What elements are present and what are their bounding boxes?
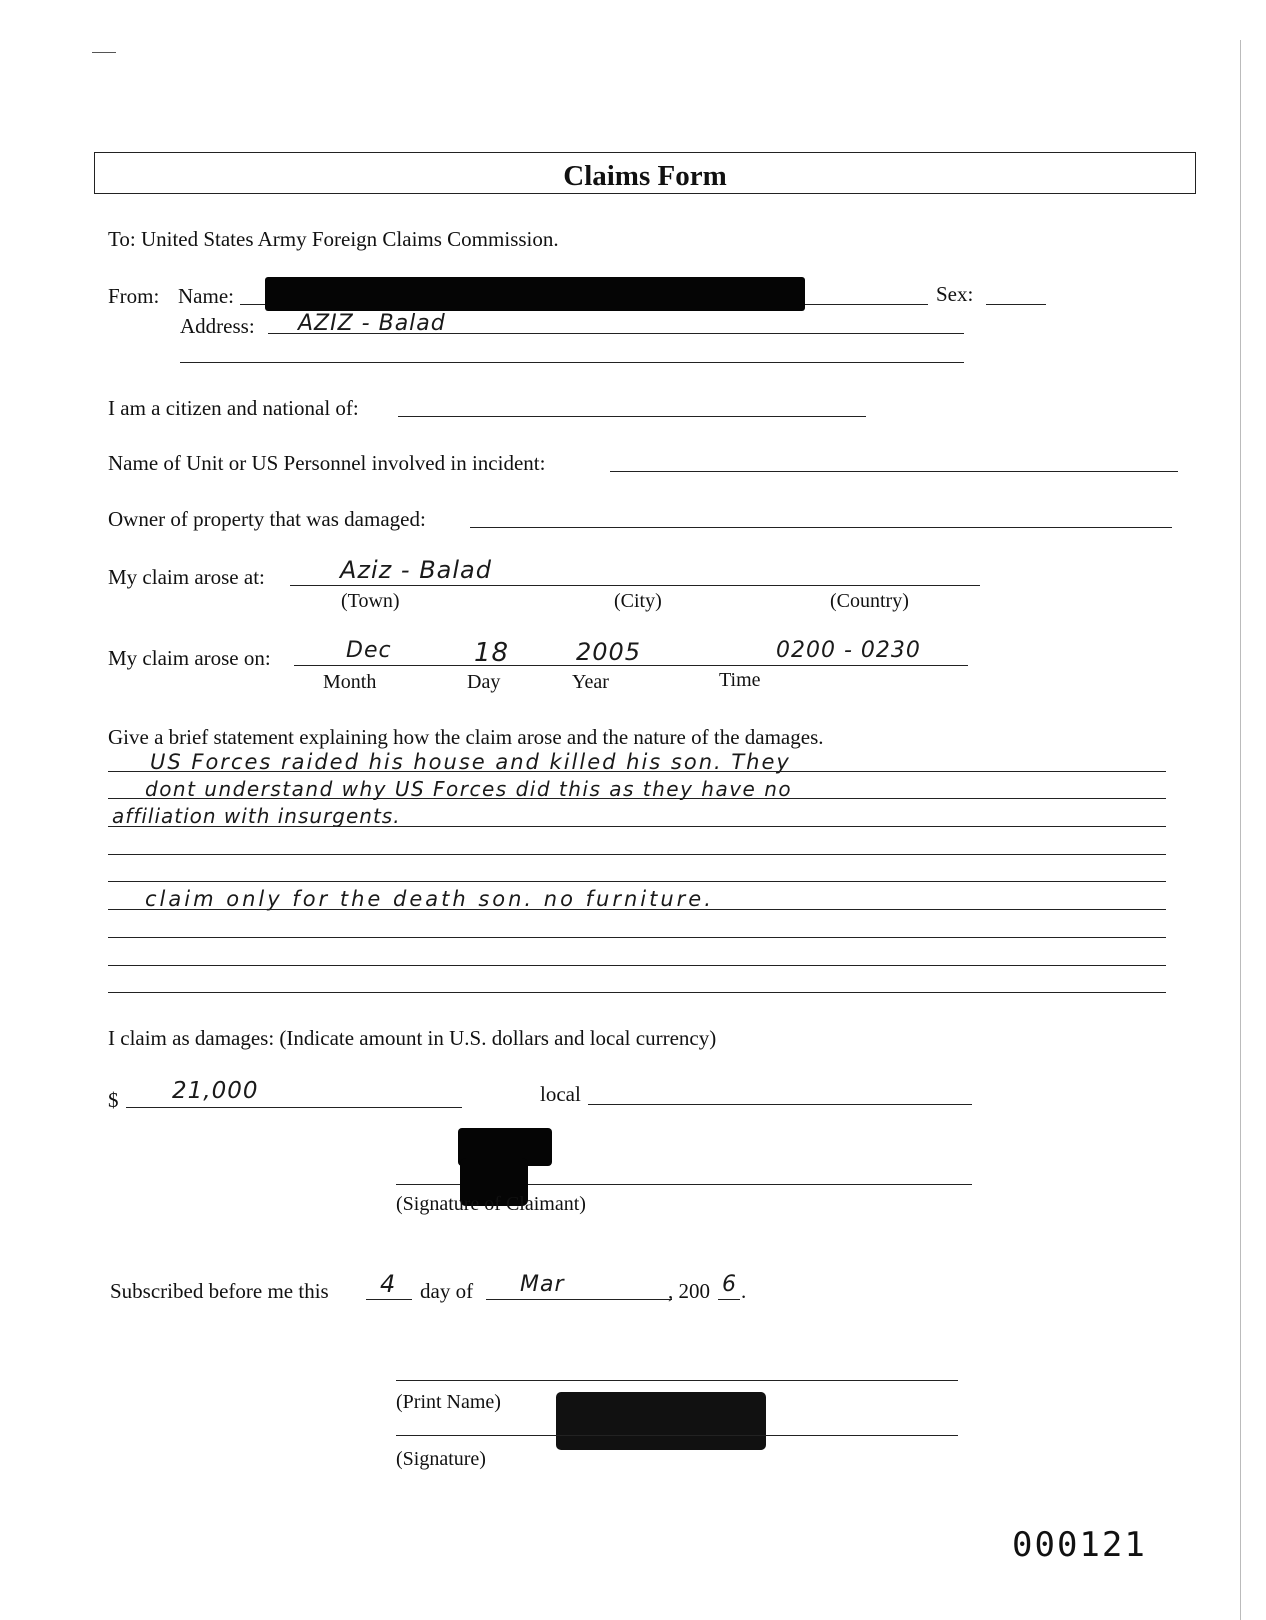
town-label: (Town): [341, 590, 400, 612]
print-name-label: (Print Name): [396, 1391, 501, 1413]
address-second-line[interactable]: [180, 362, 964, 363]
arose-at-label: My claim arose at:: [108, 565, 265, 589]
subscribed-month: Mar: [520, 1272, 565, 1297]
from-label: From:: [108, 284, 160, 308]
subscribed-month-line[interactable]: [486, 1299, 672, 1300]
subscribed-year-prefix: , 200: [668, 1279, 710, 1303]
page-edge: [1240, 40, 1241, 1620]
day-label: Day: [467, 671, 501, 693]
statement-line-7[interactable]: [108, 937, 1166, 938]
local-label: local: [540, 1082, 581, 1106]
time-label: Time: [719, 669, 761, 691]
statement-text-5: claim only for the death son. no furniture.: [145, 887, 714, 911]
year-value: 2005: [576, 638, 642, 666]
arose-on-label: My claim arose on:: [108, 646, 271, 670]
statement-line-4[interactable]: [108, 854, 1166, 855]
name-redaction: [265, 277, 805, 311]
sex-field-line[interactable]: [986, 304, 1046, 305]
document-number: 000121: [1012, 1525, 1147, 1565]
year-label: Year: [572, 671, 609, 693]
arose-at-field-line[interactable]: [290, 585, 980, 586]
subscribed-day: 4: [380, 1270, 397, 1298]
print-name-line[interactable]: [396, 1380, 958, 1381]
form-title: Claims Form: [563, 160, 727, 192]
claimant-signature-label: (Signature of Claimant): [396, 1193, 586, 1215]
signature-label: (Signature): [396, 1448, 486, 1470]
title-box: [94, 152, 1196, 194]
sex-label: Sex:: [936, 282, 974, 306]
unit-label: Name of Unit or US Personnel involved in incident:: [108, 451, 546, 475]
arose-at-value: Aziz - Balad: [340, 556, 492, 584]
statement-line-5[interactable]: [108, 881, 1166, 882]
owner-field-line[interactable]: [470, 527, 1172, 528]
citizen-field-line[interactable]: [398, 416, 866, 417]
subscribed-prefix: Subscribed before me this: [110, 1279, 329, 1303]
subscribed-dayof: day of: [420, 1279, 474, 1303]
statement-prompt: Give a brief statement explaining how the claim arose and the nature of the damages.: [108, 725, 824, 749]
citizen-label: I am a citizen and national of:: [108, 396, 359, 420]
subscribed-day-line[interactable]: [366, 1299, 412, 1300]
address-value: AZIZ - Balad: [298, 311, 446, 336]
city-label: (City): [614, 590, 662, 612]
name-label: Name:: [178, 284, 234, 308]
subscribed-end: .: [741, 1279, 747, 1303]
statement-line-8[interactable]: [108, 965, 1166, 966]
statement-text-3: affiliation with insurgents.: [112, 804, 401, 828]
subscribed-year-digit: 6: [722, 1272, 737, 1297]
print-name-redaction: [556, 1392, 766, 1450]
month-label: Month: [323, 671, 377, 693]
statement-line-9[interactable]: [108, 992, 1166, 993]
unit-field-line[interactable]: [610, 471, 1178, 472]
local-field-line[interactable]: [588, 1104, 972, 1105]
dollar-field-line[interactable]: [126, 1107, 462, 1108]
statement-text-2: dont understand why US Forces did this as they have no: [145, 777, 793, 801]
time-value: 0200 - 0230: [776, 638, 921, 663]
owner-label: Owner of property that was damaged:: [108, 507, 426, 531]
month-value: Dec: [346, 638, 392, 663]
scan-mark: [92, 52, 116, 53]
dollar-sign: $: [108, 1088, 119, 1112]
damages-label: I claim as damages: (Indicate amount in U.S. dollars and local currency): [108, 1026, 717, 1050]
subscribed-year-line[interactable]: [718, 1299, 740, 1300]
to-line: To: United States Army Foreign Claims Commission.: [108, 227, 559, 251]
address-label: Address:: [180, 314, 255, 338]
statement-text-1: US Forces raided his house and killed his son. They: [150, 750, 791, 774]
country-label: (Country): [830, 590, 909, 612]
dollar-value: 21,000: [172, 1078, 259, 1104]
day-value: 18: [474, 638, 510, 668]
signature-line[interactable]: [396, 1435, 958, 1436]
